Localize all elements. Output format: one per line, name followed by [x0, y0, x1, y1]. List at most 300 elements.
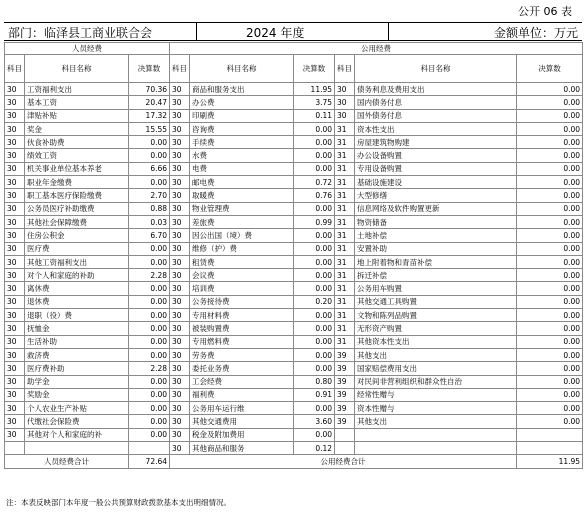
empty-cell — [517, 442, 583, 455]
row-code: 30 — [5, 122, 25, 135]
row-code: 30 — [5, 362, 25, 375]
col-amount-header: 决算数 — [129, 55, 170, 83]
row-name: 住房公积金 — [25, 229, 129, 242]
row-name: 其他资本性支出 — [355, 335, 517, 348]
row-code: 30 — [335, 83, 355, 96]
empty-cell — [129, 442, 170, 455]
row-name: 无形资产购置 — [355, 322, 517, 335]
row-code: 30 — [5, 402, 25, 415]
row-name: 专用设备购置 — [355, 162, 517, 175]
col-name-header: 科目名称 — [190, 55, 294, 83]
row-amount: 0.00 — [517, 309, 583, 322]
row-code: 31 — [335, 255, 355, 268]
row-amount: 0.00 — [129, 348, 170, 361]
row-code: 31 — [335, 229, 355, 242]
row-code: 39 — [335, 362, 355, 375]
row-name: 工资福利支出 — [25, 83, 129, 96]
row-amount: 0.00 — [517, 255, 583, 268]
row-code: 30 — [5, 348, 25, 361]
row-code: 30 — [335, 109, 355, 122]
row-name: 医疗费 — [25, 242, 129, 255]
table-row — [5, 189, 583, 202]
row-name: 维修（护）费 — [190, 242, 294, 255]
row-amount: 0.00 — [294, 162, 335, 175]
row-amount: 0.00 — [294, 402, 335, 415]
row-code: 30 — [5, 295, 25, 308]
row-code: 31 — [335, 295, 355, 308]
unit-label: 金额单位：万元 — [493, 26, 578, 40]
personnel-total-amount: 72.64 — [129, 455, 170, 468]
table-row — [5, 309, 583, 322]
row-code: 30 — [170, 96, 190, 109]
col-code-header: 科目 — [5, 55, 25, 83]
row-name: 对民间非营利组织和群众性自治 — [355, 375, 517, 388]
row-amount: 17.32 — [129, 109, 170, 122]
row-amount: 0.00 — [517, 295, 583, 308]
year-label: 2024 年度 — [246, 26, 305, 40]
row-code: 30 — [170, 255, 190, 268]
row-code: 31 — [335, 242, 355, 255]
row-name: 办公设备购置 — [355, 149, 517, 162]
row-name: 地上附着物和青苗补偿 — [355, 255, 517, 268]
row-code: 30 — [170, 322, 190, 335]
expenditure-table — [4, 42, 583, 469]
row-amount: 0.00 — [517, 348, 583, 361]
row-name: 离休费 — [25, 282, 129, 295]
row-code: 31 — [335, 149, 355, 162]
row-name: 物资储备 — [355, 215, 517, 228]
col-amount-header: 决算数 — [294, 55, 335, 83]
row-amount: 0.12 — [294, 442, 335, 455]
totals-row — [5, 455, 583, 468]
row-code: 30 — [5, 136, 25, 149]
row-code: 30 — [170, 388, 190, 401]
header-divider — [388, 23, 389, 40]
col-name-header: 科目名称 — [25, 55, 129, 83]
row-amount: 6.66 — [129, 162, 170, 175]
row-amount: 0.00 — [517, 335, 583, 348]
row-amount: 2.70 — [129, 189, 170, 202]
row-amount: 0.00 — [129, 428, 170, 441]
row-amount: 0.00 — [129, 335, 170, 348]
row-code: 31 — [335, 269, 355, 282]
row-amount: 0.00 — [294, 136, 335, 149]
row-name: 基础设施建设 — [355, 176, 517, 189]
row-code: 30 — [5, 388, 25, 401]
row-code: 30 — [5, 96, 25, 109]
row-amount: 0.00 — [129, 322, 170, 335]
row-amount: 0.00 — [294, 229, 335, 242]
row-amount: 15.55 — [129, 122, 170, 135]
row-name: 退职（役）费 — [25, 309, 129, 322]
table-row — [5, 348, 583, 361]
row-name: 其他对个人和家庭的补 — [25, 428, 129, 441]
department-label: 部门：临泽县工商业联合会 — [8, 26, 153, 40]
row-amount: 0.00 — [517, 162, 583, 175]
row-code: 30 — [170, 176, 190, 189]
row-amount: 0.11 — [294, 109, 335, 122]
row-code: 30 — [170, 109, 190, 122]
row-code: 30 — [170, 242, 190, 255]
table-row — [5, 109, 583, 122]
row-amount: 0.80 — [294, 375, 335, 388]
row-name: 税金及附加费用 — [190, 428, 294, 441]
table-row — [5, 375, 583, 388]
row-amount: 0.00 — [517, 96, 583, 109]
row-code: 39 — [335, 375, 355, 388]
row-name: 大型修缮 — [355, 189, 517, 202]
table-row — [5, 96, 583, 109]
row-code: 30 — [170, 149, 190, 162]
row-name: 其他商品和服务 — [190, 442, 294, 455]
row-code: 31 — [335, 162, 355, 175]
row-amount: 0.00 — [517, 375, 583, 388]
row-code: 30 — [170, 295, 190, 308]
row-amount: 0.91 — [294, 388, 335, 401]
row-name: 救济费 — [25, 348, 129, 361]
row-amount: 0.00 — [517, 176, 583, 189]
row-code: 30 — [5, 109, 25, 122]
row-code: 31 — [335, 189, 355, 202]
row-name: 其他工资福利支出 — [25, 255, 129, 268]
row-name: 邮电费 — [190, 176, 294, 189]
row-code: 30 — [5, 189, 25, 202]
row-amount: 0.00 — [129, 282, 170, 295]
row-code: 30 — [170, 269, 190, 282]
row-code: 30 — [5, 176, 25, 189]
row-name: 职工基本医疗保险缴费 — [25, 189, 129, 202]
row-amount: 0.72 — [294, 176, 335, 189]
row-code: 39 — [335, 402, 355, 415]
col-amount-header: 决算数 — [517, 55, 583, 83]
table-row — [5, 176, 583, 189]
empty-cell — [355, 442, 517, 455]
row-name: 商品和服务支出 — [190, 83, 294, 96]
row-amount: 0.20 — [294, 295, 335, 308]
table-row — [5, 402, 583, 415]
row-name: 公务用车购置 — [355, 282, 517, 295]
row-amount: 0.00 — [129, 176, 170, 189]
row-code: 31 — [335, 176, 355, 189]
row-name: 医疗费补助 — [25, 362, 129, 375]
row-code: 30 — [5, 415, 25, 428]
row-name: 公务员医疗补助缴费 — [25, 202, 129, 215]
row-code: 30 — [335, 96, 355, 109]
row-amount: 0.00 — [517, 83, 583, 96]
table-row — [5, 229, 583, 242]
row-amount: 0.00 — [129, 149, 170, 162]
row-amount: 0.76 — [294, 189, 335, 202]
row-name: 专用材料费 — [190, 309, 294, 322]
row-name: 文物和陈列品购置 — [355, 309, 517, 322]
row-name: 被装购置费 — [190, 322, 294, 335]
row-code: 31 — [335, 335, 355, 348]
row-name: 福利费 — [190, 388, 294, 401]
row-code: 30 — [5, 282, 25, 295]
table-row — [5, 215, 583, 228]
row-name: 水费 — [190, 149, 294, 162]
table-row — [5, 295, 583, 308]
table-row — [5, 149, 583, 162]
row-name: 伙食补助费 — [25, 136, 129, 149]
row-amount: 0.00 — [517, 402, 583, 415]
table-row — [5, 242, 583, 255]
table-row — [5, 255, 583, 268]
row-amount: 0.99 — [294, 215, 335, 228]
row-name: 因公出国（境）费 — [190, 229, 294, 242]
public-total-label: 公用经费合计 — [170, 455, 517, 468]
table-row — [5, 202, 583, 215]
row-name: 津贴补贴 — [25, 109, 129, 122]
row-amount: 0.00 — [517, 136, 583, 149]
row-code: 30 — [5, 335, 25, 348]
row-amount: 20.47 — [129, 96, 170, 109]
row-name: 印刷费 — [190, 109, 294, 122]
row-name: 生活补助 — [25, 335, 129, 348]
row-amount: 0.00 — [129, 295, 170, 308]
row-amount: 0.00 — [294, 149, 335, 162]
empty-cell — [355, 428, 517, 441]
row-amount: 0.00 — [294, 428, 335, 441]
row-amount: 0.00 — [517, 215, 583, 228]
table-row — [5, 322, 583, 335]
row-amount: 0.00 — [517, 229, 583, 242]
row-amount: 0.03 — [129, 215, 170, 228]
row-code: 30 — [5, 149, 25, 162]
row-amount: 0.00 — [294, 269, 335, 282]
row-amount: 0.00 — [517, 242, 583, 255]
row-code: 30 — [170, 189, 190, 202]
row-code: 30 — [5, 309, 25, 322]
row-amount: 0.00 — [517, 269, 583, 282]
row-amount: 0.00 — [129, 255, 170, 268]
row-name: 取暖费 — [190, 189, 294, 202]
row-name: 公务接待费 — [190, 295, 294, 308]
row-name: 退休费 — [25, 295, 129, 308]
row-name: 安置补助 — [355, 242, 517, 255]
row-name: 物业管理费 — [190, 202, 294, 215]
row-amount: 0.00 — [517, 388, 583, 401]
row-code: 31 — [335, 122, 355, 135]
row-code: 39 — [335, 415, 355, 428]
col-code-header: 科目 — [170, 55, 190, 83]
row-name: 办公费 — [190, 96, 294, 109]
row-code: 30 — [170, 335, 190, 348]
row-code: 30 — [170, 348, 190, 361]
section-public: 公用经费 — [170, 43, 583, 55]
row-code: 39 — [335, 388, 355, 401]
header-divider — [196, 23, 197, 40]
row-name: 抚恤金 — [25, 322, 129, 335]
row-name: 机关事业单位基本养老 — [25, 162, 129, 175]
row-name: 资本性支出 — [355, 122, 517, 135]
col-code-header: 科目 — [335, 55, 355, 83]
row-name: 手续费 — [190, 136, 294, 149]
row-amount: 0.00 — [294, 362, 335, 375]
row-name: 工会经费 — [190, 375, 294, 388]
row-amount: 0.00 — [517, 415, 583, 428]
row-amount: 0.00 — [294, 255, 335, 268]
row-name: 差旅费 — [190, 215, 294, 228]
table-row — [5, 362, 583, 375]
row-code: 30 — [170, 428, 190, 441]
row-amount: 0.00 — [517, 189, 583, 202]
row-code: 30 — [170, 136, 190, 149]
footnote: 注：本表反映部门本年度一般公共预算财政拨款基本支出明细情况。 — [6, 498, 231, 507]
row-code: 30 — [170, 442, 190, 455]
row-amount: 0.00 — [129, 388, 170, 401]
row-code: 30 — [5, 215, 25, 228]
col-name-header: 科目名称 — [355, 55, 517, 83]
row-code: 31 — [335, 282, 355, 295]
row-code: 30 — [5, 162, 25, 175]
table-row — [5, 136, 583, 149]
row-name: 房屋建筑物购建 — [355, 136, 517, 149]
row-code: 31 — [335, 136, 355, 149]
row-code: 30 — [5, 242, 25, 255]
row-amount: 0.00 — [517, 122, 583, 135]
row-amount: 0.00 — [517, 202, 583, 215]
row-code: 30 — [5, 202, 25, 215]
row-name: 委托业务费 — [190, 362, 294, 375]
row-name: 公务用车运行维 — [190, 402, 294, 415]
table-row — [5, 415, 583, 428]
row-name: 国家赔偿费用支出 — [355, 362, 517, 375]
row-code: 39 — [335, 348, 355, 361]
row-name: 债务利息及费用支出 — [355, 83, 517, 96]
row-code: 30 — [5, 322, 25, 335]
row-name: 绩效工资 — [25, 149, 129, 162]
empty-cell — [335, 428, 355, 441]
empty-cell — [5, 442, 25, 455]
row-name: 对个人和家庭的补助 — [25, 269, 129, 282]
row-code: 30 — [170, 83, 190, 96]
row-code: 30 — [170, 122, 190, 135]
row-code: 30 — [170, 415, 190, 428]
row-name: 电费 — [190, 162, 294, 175]
row-name: 培训费 — [190, 282, 294, 295]
empty-cell — [25, 442, 129, 455]
row-amount: 0.00 — [517, 282, 583, 295]
row-amount: 0.00 — [294, 322, 335, 335]
row-amount: 0.00 — [129, 309, 170, 322]
row-name: 奖金 — [25, 122, 129, 135]
table-row — [5, 269, 583, 282]
row-code: 31 — [335, 215, 355, 228]
row-name: 代缴社会保险费 — [25, 415, 129, 428]
row-code: 30 — [5, 375, 25, 388]
table-row — [5, 83, 583, 96]
public-total-amount: 11.95 — [517, 455, 583, 468]
row-amount: 0.00 — [129, 415, 170, 428]
table-row — [5, 122, 583, 135]
table-row — [5, 282, 583, 295]
row-name: 其他社会保障缴费 — [25, 215, 129, 228]
row-name: 土地补偿 — [355, 229, 517, 242]
row-name: 其他交通工具购置 — [355, 295, 517, 308]
row-amount: 0.00 — [129, 242, 170, 255]
row-amount: 0.00 — [294, 202, 335, 215]
empty-cell — [335, 442, 355, 455]
table-row — [5, 388, 583, 401]
row-code: 30 — [170, 282, 190, 295]
report-header — [4, 22, 582, 41]
row-amount: 0.00 — [517, 149, 583, 162]
row-code: 30 — [5, 83, 25, 96]
row-amount: 0.00 — [294, 309, 335, 322]
personnel-total-label: 人员经费合计 — [5, 455, 129, 468]
row-amount: 0.00 — [129, 136, 170, 149]
row-code: 31 — [335, 309, 355, 322]
row-name: 租赁费 — [190, 255, 294, 268]
row-amount: 0.00 — [294, 282, 335, 295]
row-name: 劳务费 — [190, 348, 294, 361]
row-amount: 0.00 — [294, 335, 335, 348]
row-amount: 0.00 — [294, 348, 335, 361]
row-name: 信息网络及软件购置更新 — [355, 202, 517, 215]
row-amount: 70.36 — [129, 83, 170, 96]
row-amount: 11.95 — [294, 83, 335, 96]
row-code: 30 — [5, 269, 25, 282]
row-name: 基本工资 — [25, 96, 129, 109]
row-amount: 0.00 — [517, 322, 583, 335]
row-name: 职业年金缴费 — [25, 176, 129, 189]
row-name: 专用燃料费 — [190, 335, 294, 348]
row-amount: 0.00 — [129, 375, 170, 388]
row-name: 会议费 — [190, 269, 294, 282]
row-name: 国内债务付息 — [355, 96, 517, 109]
row-amount: 0.00 — [294, 242, 335, 255]
row-code: 30 — [5, 428, 25, 441]
row-amount: 2.28 — [129, 269, 170, 282]
row-code: 30 — [170, 375, 190, 388]
row-code: 31 — [335, 322, 355, 335]
row-amount: 0.00 — [294, 122, 335, 135]
row-name: 资本性赠与 — [355, 402, 517, 415]
row-name: 个人农业生产补贴 — [25, 402, 129, 415]
row-name: 其他交通费用 — [190, 415, 294, 428]
table-row — [5, 162, 583, 175]
row-code: 30 — [170, 229, 190, 242]
table-row — [5, 442, 583, 455]
row-name: 其他支出 — [355, 415, 517, 428]
row-code: 30 — [170, 202, 190, 215]
table-row — [5, 428, 583, 441]
row-code: 30 — [170, 402, 190, 415]
row-amount: 3.60 — [294, 415, 335, 428]
row-amount: 6.70 — [129, 229, 170, 242]
row-amount: 0.00 — [517, 109, 583, 122]
row-amount: 3.75 — [294, 96, 335, 109]
row-name: 拆迁补偿 — [355, 269, 517, 282]
row-name: 咨询费 — [190, 122, 294, 135]
row-amount: 2.28 — [129, 362, 170, 375]
row-name: 奖励金 — [25, 388, 129, 401]
row-name: 其他支出 — [355, 348, 517, 361]
row-code: 30 — [170, 309, 190, 322]
form-code: 公开 06 表 — [518, 5, 572, 18]
row-amount: 0.00 — [129, 402, 170, 415]
row-name: 助学金 — [25, 375, 129, 388]
row-name: 国外债务付息 — [355, 109, 517, 122]
row-code: 30 — [170, 362, 190, 375]
row-code: 30 — [170, 162, 190, 175]
empty-cell — [517, 428, 583, 441]
row-amount: 0.00 — [517, 362, 583, 375]
row-code: 30 — [5, 255, 25, 268]
row-amount: 0.88 — [129, 202, 170, 215]
row-code: 30 — [5, 229, 25, 242]
